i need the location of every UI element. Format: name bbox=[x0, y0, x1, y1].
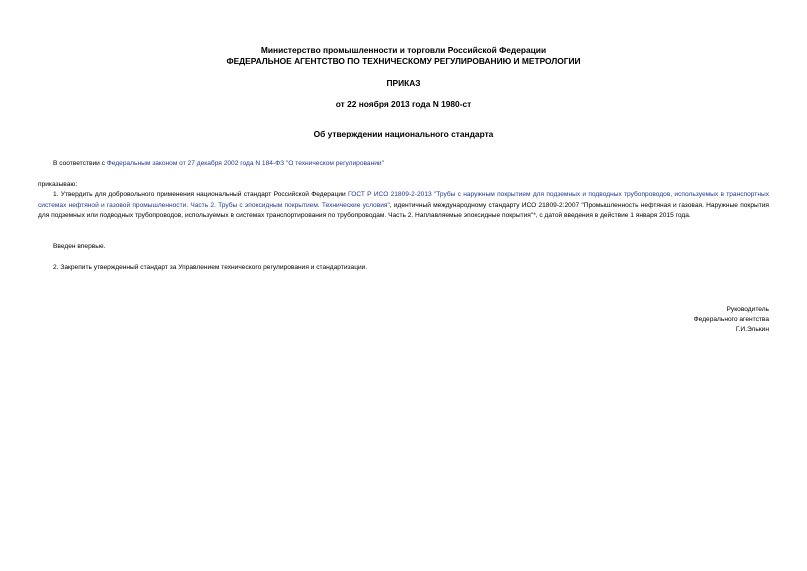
signature-organization: Федерального агентства bbox=[693, 316, 769, 323]
item-2-paragraph: 2. Закрепить утвержденный стандарт за Управлением технического регулирования и стандартизации. bbox=[53, 264, 368, 271]
basis-paragraph bbox=[53, 159, 773, 170]
document-subject: Об утверждении национального стандарта bbox=[313, 129, 494, 139]
first-time-note: Введен впервые. bbox=[53, 243, 106, 250]
item-1-suffix: , идентичный международному стандарту ИСО 21809-2:2007 "Промышленность нефтяная и газовая. Наружные покрытия для подземных или подводных трубопроводов, используемых в системах транспортирования по трубопроводам. Часть 2. Наплавляемые эпоксидные покрытия"*, с датой введения в действие 1 января 2015 года. bbox=[38, 201, 769, 219]
federal-law-link[interactable]: Федеральным законом от 27 декабря 2002 года N 184-ФЗ "О техническом регулировании" bbox=[106, 160, 384, 167]
gost-standard-link[interactable]: ГОСТ Р ИСО 21809-2-2013 "Трубы с наружным покрытием для подземных и подводных трубопроводов, используемых в транспортных системах нефтяной и газовой промышленности. Часть 2. Трубы с эпоксидным покрытием. Технические условия" bbox=[38, 191, 769, 209]
agency-title: ФЕДЕРАЛЬНОЕ АГЕНТСТВО ПО ТЕХНИЧЕСКОМУ РЕГУЛИРОВАНИЮ И МЕТРОЛОГИИ bbox=[226, 56, 581, 66]
item-1-paragraph bbox=[38, 190, 769, 222]
basis-prefix: В соответствии с bbox=[53, 160, 107, 167]
item-1-prefix: 1. Утвердить для добровольного применения национальный стандарт Российской Федерации bbox=[53, 191, 348, 198]
document-type: ПРИКАЗ bbox=[386, 78, 421, 88]
document-date-number: от 22 ноября 2013 года N 1980-ст bbox=[335, 99, 472, 109]
signature-title: Руководитель bbox=[726, 306, 769, 313]
ministry-title: Министерство промышленности и торговли Российской Федерации bbox=[260, 45, 547, 55]
order-word: приказываю: bbox=[38, 181, 78, 188]
signature-name: Г.И.Элькин bbox=[735, 326, 769, 333]
